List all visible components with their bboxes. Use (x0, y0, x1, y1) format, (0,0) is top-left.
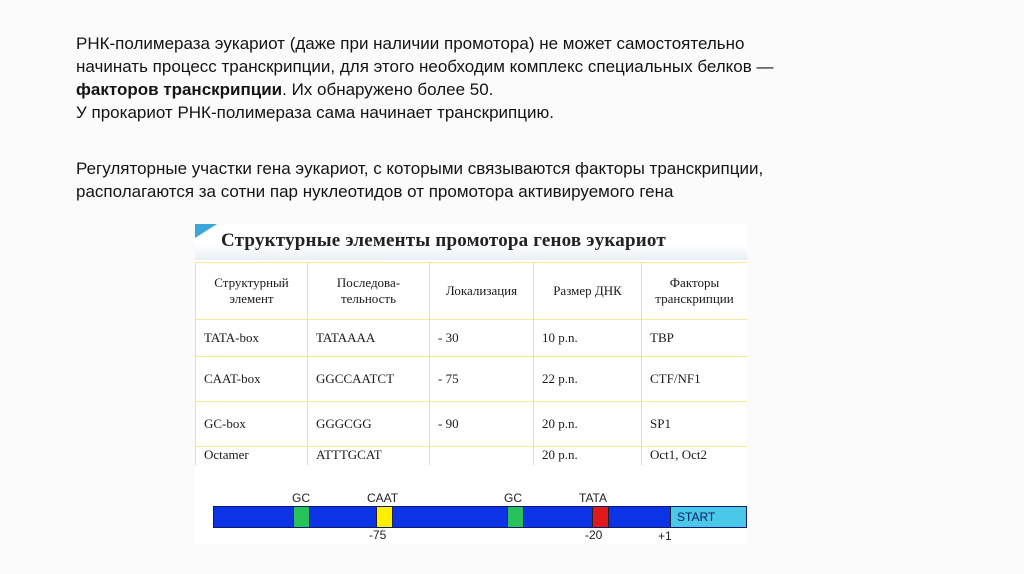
p1-line4: У прокариот РНК-полимераза сама начинает транскрипцию. (76, 103, 554, 122)
promoter-figure (195, 224, 747, 544)
cell-size: 22 p.n. (534, 357, 642, 402)
cell-location (430, 447, 534, 466)
header-factors: Факторы транскрипции (642, 263, 748, 320)
cell-size: 20 p.n. (534, 402, 642, 447)
cell-factors: CTF/NF1 (642, 357, 748, 402)
promoter-table (195, 262, 747, 465)
label-tata: TATA (579, 491, 607, 505)
pos-tata: -20 (585, 528, 603, 542)
figure-title: Структурные элементы промотора генов эукариот (221, 230, 666, 251)
cell-factors: Oct1, Oct2 (642, 447, 748, 466)
header-sequence: Последова- тельность (308, 263, 430, 320)
pos-start: +1 (658, 529, 672, 543)
cell-size: 10 p.n. (534, 320, 642, 357)
gc-box-1 (293, 507, 310, 527)
cell-element: Octamer (196, 447, 308, 466)
header-location: Локализация (430, 263, 534, 320)
cell-sequence: TATAAAA (308, 320, 430, 357)
cell-factors: TBP (642, 320, 748, 357)
cell-size: 20 p.n. (534, 447, 642, 466)
header-element: Структурный элемент (196, 263, 308, 320)
gene-bar (213, 506, 747, 528)
corner-accent (195, 224, 217, 238)
cell-factors: SP1 (642, 402, 748, 447)
table-row (196, 357, 748, 402)
regulatory-paragraph (76, 157, 956, 203)
table-row (196, 447, 748, 466)
figure-title-bar (195, 224, 747, 260)
p1-line2: начинать процесс транскрипции, для этого необходим комплекс специальных белков — (76, 57, 774, 76)
p2-line1: Регуляторные участки гена эукариот, с которыми связываются факторы транскрипции, (76, 159, 764, 178)
cell-element: GC-box (196, 402, 308, 447)
label-caat: CAAT (367, 491, 399, 505)
cell-element: CAAT-box (196, 357, 308, 402)
label-gc-1: GC (292, 491, 310, 505)
tata-box (592, 507, 609, 527)
cell-element: TATA-box (196, 320, 308, 357)
cell-location: - 30 (430, 320, 534, 357)
label-gc-2: GC (504, 491, 522, 505)
cell-location: - 75 (430, 357, 534, 402)
p2-line2: располагаются за сотни пар нуклеотидов от промотора активируемого гена (76, 182, 674, 201)
header-size: Размер ДНК (534, 263, 642, 320)
table-row (196, 320, 748, 357)
cell-sequence: ATTTGCAT (308, 447, 430, 466)
p1-line1: РНК-полимераза эукариот (даже при наличии промотора) не может самостоятельно (76, 34, 745, 53)
cell-location: - 90 (430, 402, 534, 447)
table-header-row (196, 263, 748, 320)
cell-sequence: GGCCAATCT (308, 357, 430, 402)
p1-line3 (76, 78, 956, 101)
bold-term: факторов транскрипции (76, 80, 283, 99)
start-site: START (670, 507, 746, 527)
gc-box-2 (507, 507, 524, 527)
cell-sequence: GGGCGG (308, 402, 430, 447)
intro-paragraph (76, 32, 956, 124)
caat-box (376, 507, 393, 527)
p1-line3-rest: . Их обнаружено более 50. (282, 80, 494, 99)
table-row (196, 402, 748, 447)
pos-caat: -75 (369, 528, 387, 542)
